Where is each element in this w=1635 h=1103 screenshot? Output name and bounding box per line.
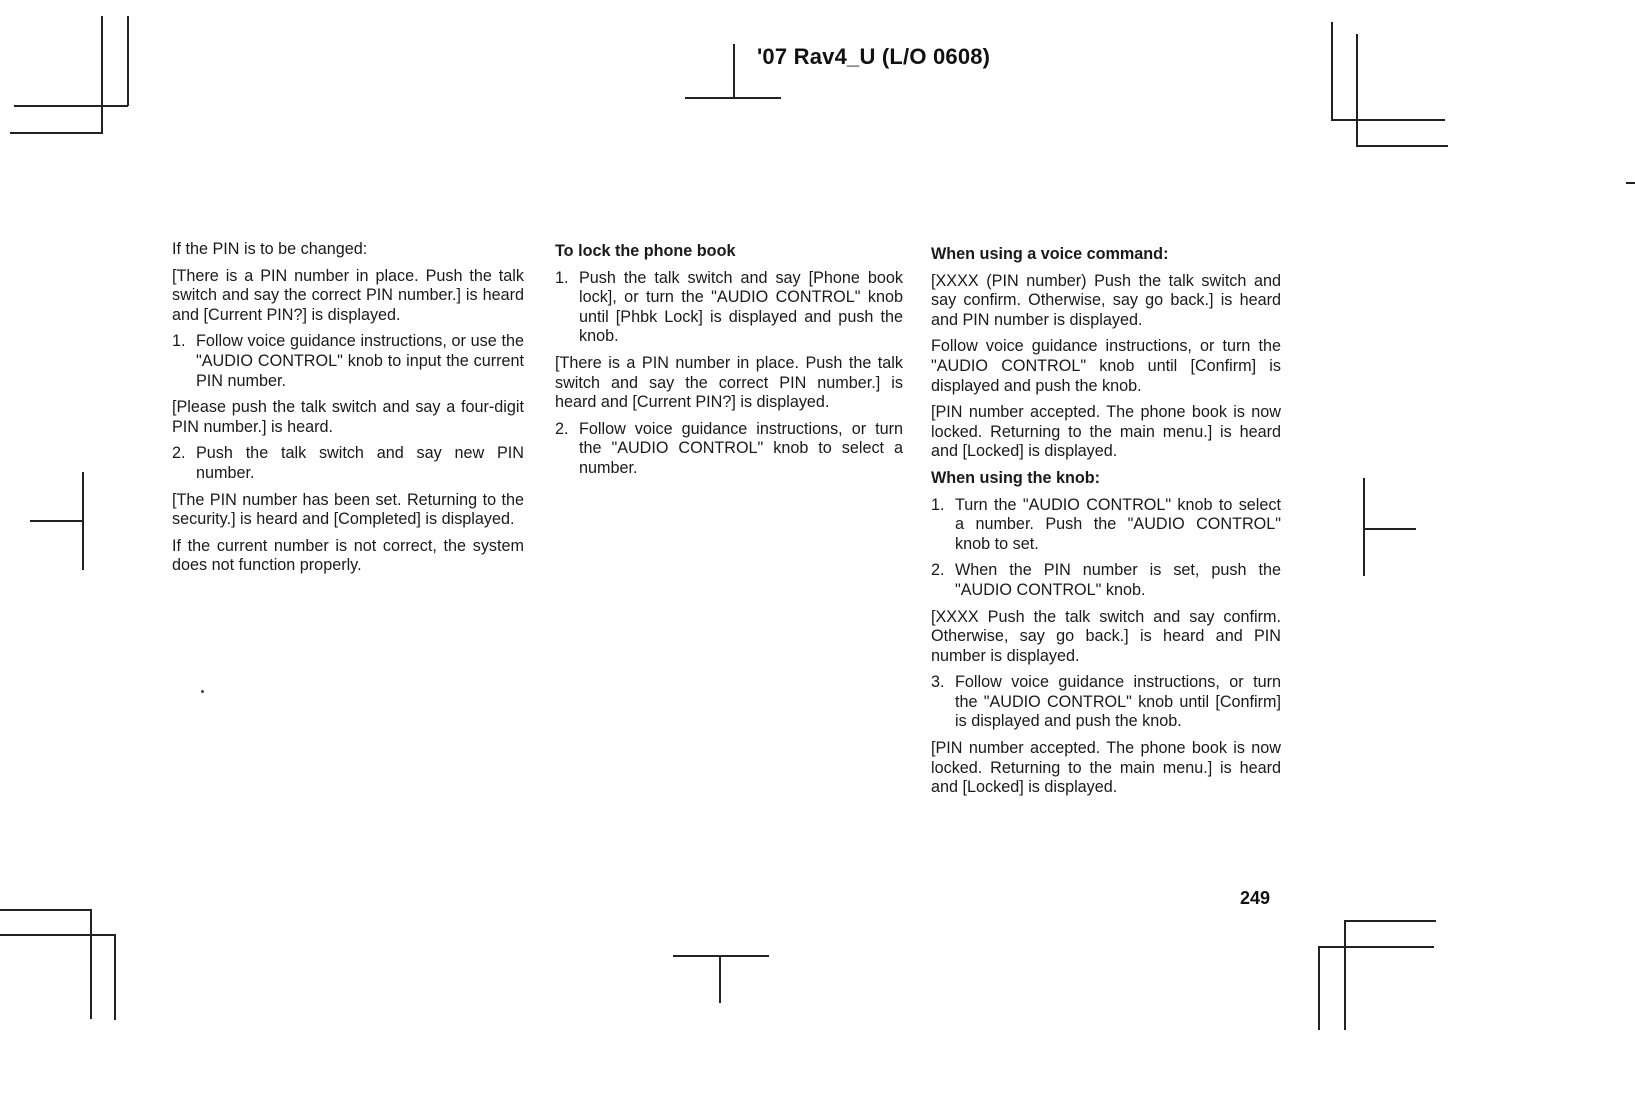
- step-number: 1.: [555, 268, 569, 287]
- step-number: 2.: [172, 444, 186, 463]
- step-text: Follow voice guidance instructions, or use the "AUDIO CONTROL" knob to input the current PIN number.: [196, 332, 524, 390]
- step-list: [172, 444, 524, 483]
- step-text: Push the talk switch and say [Phone book lock], or turn the "AUDIO CONTROL" knob until [Phbk Lock] is displayed and push the knob.: [579, 268, 903, 346]
- step-number: 1.: [931, 495, 945, 514]
- section-heading: When using a voice command:: [931, 245, 1169, 263]
- step-item: [555, 420, 903, 479]
- crop-mark-line: [1356, 34, 1358, 146]
- paragraph: [There is a PIN number in place. Push the talk switch and say the correct PIN number.] is heard and [Current PIN?] is displayed.: [555, 353, 903, 412]
- section-heading: To lock the phone book: [555, 242, 736, 260]
- crop-mark-line: [1626, 182, 1635, 184]
- crop-mark-line: [719, 955, 721, 1003]
- step-item: [555, 269, 903, 347]
- intro-text: If the PIN is to be changed:: [172, 240, 368, 258]
- step-number: 2.: [555, 419, 569, 438]
- crop-mark-line: [1331, 22, 1333, 120]
- step-text: When the PIN number is set, push the "AUDIO CONTROL" knob.: [955, 561, 1281, 599]
- crop-mark-line: [1318, 946, 1320, 1030]
- crop-mark-line: [127, 16, 129, 106]
- step-text: Follow voice guidance instructions, or turn the "AUDIO CONTROL" knob until [Confirm] is displayed and push the knob.: [955, 673, 1281, 731]
- crop-mark-line: [1331, 119, 1445, 121]
- paragraph: [There is a PIN number in place. Push the talk switch and say the correct PIN number.] is heard and [Current PIN?] is displayed.: [172, 266, 524, 324]
- step-item: [931, 496, 1281, 555]
- paragraph: [XXXX (PIN number) Push the talk switch and say confirm. Otherwise, say go back.] is heard and PIN number is displayed.: [931, 271, 1281, 329]
- crop-mark-line: [101, 16, 103, 134]
- crop-mark-line: [14, 105, 128, 107]
- step-text: Turn the "AUDIO CONTROL" knob to select a number. Push the "AUDIO CONTROL" knob to set.: [955, 495, 1281, 553]
- step-item: [931, 561, 1281, 600]
- step-text: Push the talk switch and say new PIN number.: [196, 444, 524, 482]
- step-list: [931, 673, 1281, 732]
- crop-mark-line: [1344, 920, 1346, 1030]
- crop-mark-line: [1318, 946, 1434, 948]
- paragraph: [PIN number accepted. The phone book is now locked. Returning to the main menu.] is heard and [Locked] is displayed.: [931, 739, 1281, 797]
- step-list: [931, 496, 1281, 601]
- crop-mark-line: [1363, 528, 1416, 530]
- paragraph: [The PIN number has been set. Returning to the security.] is heard and [Completed] is displayed.: [172, 490, 524, 529]
- crop-mark-line: [685, 97, 781, 99]
- step-number: 3.: [931, 673, 945, 692]
- crop-mark-line: [1344, 920, 1436, 922]
- step-number: 2.: [931, 561, 945, 580]
- crop-mark-line: [1356, 145, 1448, 147]
- crop-mark-line: [0, 909, 91, 911]
- stray-dot: [201, 690, 204, 693]
- page-number: 249: [1240, 888, 1271, 908]
- step-item: [172, 332, 524, 391]
- column-voice-and-knob: [931, 245, 1281, 805]
- section-heading: When using the knob:: [931, 468, 1101, 487]
- column-pin-change: [172, 240, 524, 583]
- paragraph: If the current number is not correct, the system does not function properly.: [172, 536, 524, 575]
- paragraph: [PIN number accepted. The phone book is now locked. Returning to the main menu.] is heard and [Locked] is displayed.: [931, 403, 1281, 461]
- paragraph: Follow voice guidance instructions, or turn the "AUDIO CONTROL" knob until [Confirm] is displayed and push the knob.: [931, 337, 1281, 395]
- paragraph: [XXXX Push the talk switch and say confirm. Otherwise, say go back.] is heard and PIN number is displayed.: [931, 607, 1281, 665]
- step-text: Follow voice guidance instructions, or turn the "AUDIO CONTROL" knob to select a number.: [579, 419, 903, 477]
- crop-mark-line: [733, 44, 735, 98]
- paragraph: [Please push the talk switch and say a four-digit PIN number.] is heard.: [172, 398, 524, 436]
- step-list: [172, 332, 524, 391]
- crop-mark-line: [114, 934, 116, 1020]
- step-number: 1.: [172, 332, 186, 351]
- crop-mark-line: [10, 132, 102, 134]
- step-item: [172, 444, 524, 483]
- step-item: [931, 673, 1281, 732]
- document-header: '07 Rav4_U (L/O 0608): [757, 44, 991, 69]
- step-list: [555, 269, 903, 347]
- step-list: [555, 420, 903, 479]
- crop-mark-line: [673, 955, 769, 957]
- crop-mark-line: [1363, 478, 1365, 576]
- crop-mark-line: [0, 934, 116, 936]
- column-lock-phone-book: [555, 242, 903, 486]
- crop-mark-line: [90, 909, 92, 1019]
- crop-mark-line: [30, 520, 83, 522]
